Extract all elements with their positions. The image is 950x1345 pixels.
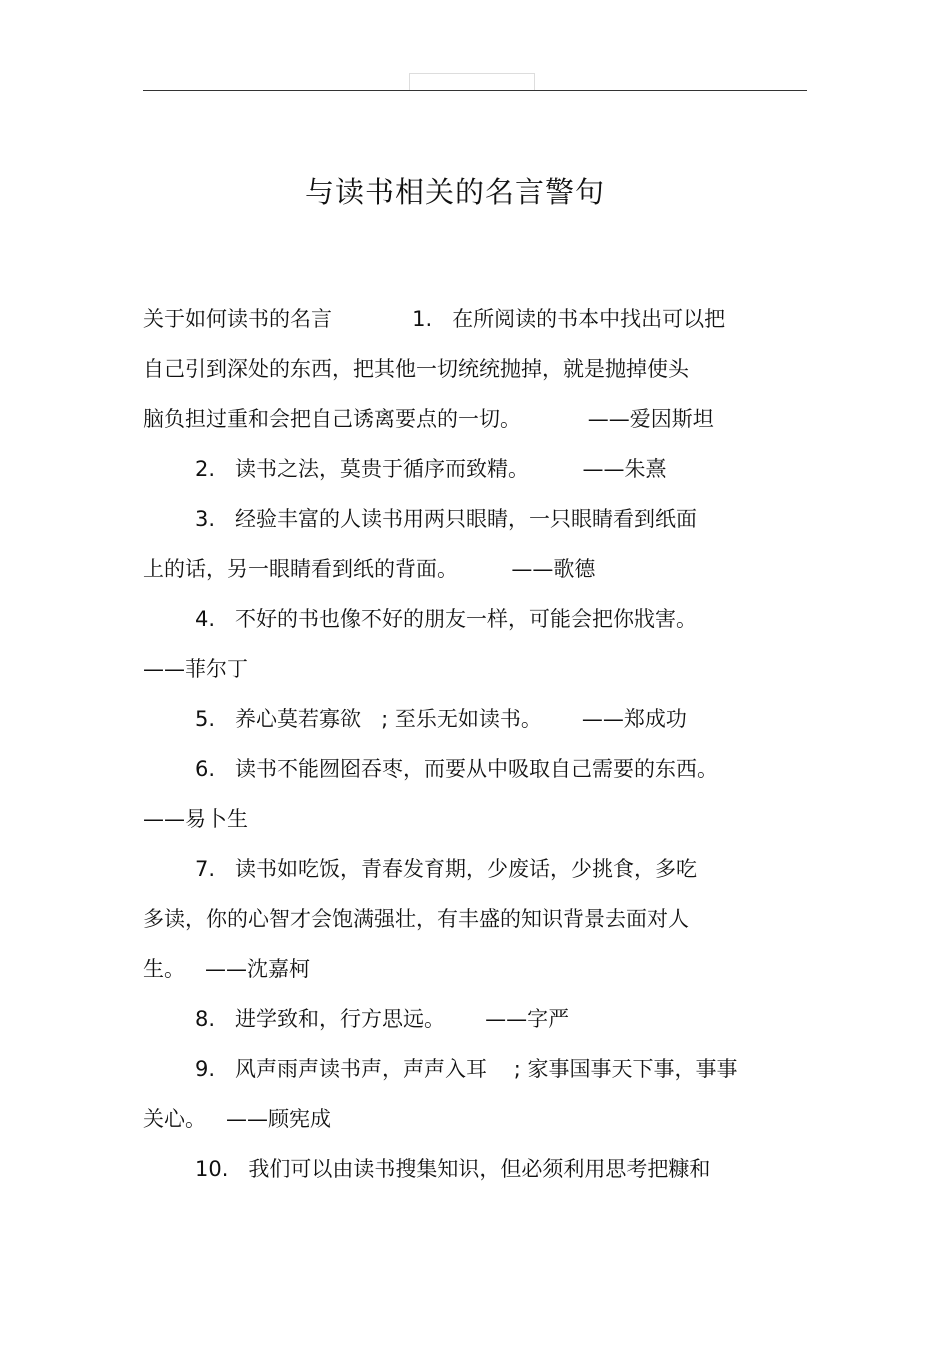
document-title: 与读书相关的名言警句 <box>304 175 605 209</box>
text-line-14: 生。 ——沈嘉柯 <box>143 957 311 981</box>
text-line-3: 脑负担过重和会把自己诱离要点的一切。 ——爱因斯坦 <box>143 407 714 431</box>
text-line-12: 7. 读书如吃饭，青春发育期，少废话，少挑食，多吃 <box>195 857 698 881</box>
text-line-13: 多读，你的心智才会饱满强壮，有丰盛的知识背景去面对人 <box>143 907 689 931</box>
text-line-2: 自己引到深处的东西，把其他一切统统抛掉，就是抛掉使头 <box>143 357 689 381</box>
text-line-15: 8. 进学致和，行方思远。 ——字严 <box>195 1007 570 1031</box>
text-line-9: 5. 养心莫若寡欲 ; 至乐无如读书。 ——郑成功 <box>195 707 687 731</box>
text-line-1: 关于如何读书的名言 1. 在所阅读的书本中找出可以把 <box>143 307 726 331</box>
header-tab <box>409 73 535 90</box>
text-line-16: 9. 风声雨声读书声，声声入耳 ; 家事国事天下事，事事 <box>195 1057 738 1081</box>
text-line-17: 关心。 ——顾宪成 <box>143 1107 332 1131</box>
text-line-7: 4. 不好的书也像不好的朋友一样，可能会把你戕害。 <box>195 607 698 631</box>
text-line-5: 3. 经验丰富的人读书用两只眼睛，一只眼睛看到纸面 <box>195 507 698 531</box>
text-line-8: ——菲尔丁 <box>143 657 248 681</box>
text-line-10: 6. 读书不能囫囵吞枣，而要从中吸取自己需要的东西。 <box>195 757 719 781</box>
header-rule <box>143 90 807 91</box>
text-line-11: ——易卜生 <box>143 807 248 831</box>
text-line-18: 10. 我们可以由读书搜集知识，但必须利用思考把糠和 <box>195 1157 711 1181</box>
text-line-6: 上的话，另一眼睛看到纸的背面。 ——歌德 <box>143 557 596 581</box>
text-line-4: 2. 读书之法，莫贵于循序而致精。 ——朱熹 <box>195 457 667 481</box>
